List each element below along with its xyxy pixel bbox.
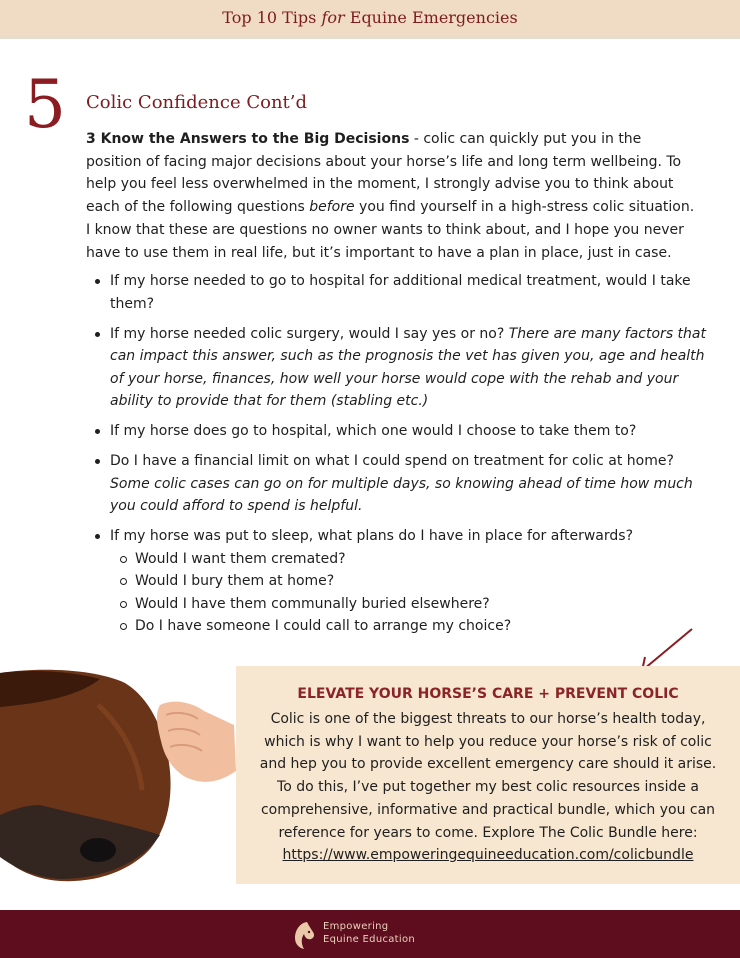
colic-bundle-link[interactable]: https://www.empoweringequineeducation.com/colicbundle	[282, 847, 694, 864]
list-item: If my horse needed colic surgery, would I say yes or no? There are many factors that can impact this answer, such as the prognosis the vet has given you, age and health of your horse, finances, how well your horse would cope with the rehab and your ability to provide that for them (stabling etc.)	[110, 323, 710, 413]
horse-and-hand-image	[0, 665, 240, 885]
sub-list-item: Would I want them cremated?	[135, 548, 710, 571]
sub-list-item: Would I have them communally buried elsewhere?	[135, 593, 710, 616]
footer-logo-text: Empowering Equine Education	[323, 921, 416, 945]
list-item: If my horse does go to hospital, which one would I choose to take them to?	[110, 420, 710, 443]
page-header	[0, 0, 740, 39]
aftercare-options-list	[110, 548, 710, 638]
sub-list-item: Do I have someone I could call to arrange my choice?	[135, 615, 710, 638]
horse-logo-icon	[292, 920, 318, 950]
intro-paragraph: 3 Know the Answers to the Big Decisions - colic can quickly put you in the position of facing major decisions about your horse’s life and long term wellbeing. To help you feel less overwhelmed in the moment, I strongly advise you to think about each of the following questions before you find yourself in a high-stress colic situation. I know that these are questions no owner wants to think about, and I hope you never have to use them in real life, but it’s important to have a plan in place, just in case.	[86, 131, 695, 261]
promo-body: Colic is one of the biggest threats to our horse’s health today, which is why I want to help you reduce your horse’s risk of colic and hep you to provide excellent emergency care should it arise. To do this, I’ve put together my best colic resources inside a comprehensive, informative and practical bundle, which you can reference for years to come. Explore The Colic Bundle here: https://www.empoweringequineeducation.com/colicbundle	[259, 711, 717, 864]
header-title: Top 10 Tips for Equine Emergencies	[222, 8, 518, 27]
colic-bundle-promo	[236, 666, 740, 884]
list-item: If my horse was put to sleep, what plans do I have in place for afterwards? Would I want them cremated? Would I bury them at home? Would I have them communally buried elsewhere? Do I have someone I could call to arrange my choice?	[110, 525, 710, 638]
list-item: Do I have a financial limit on what I could spend on treatment for colic at home? Some colic cases can go on for multiple days, so knowing ahead of time how much you could afford to spend is helpful.	[110, 450, 710, 518]
section-number: 5	[24, 66, 66, 143]
list-item: If my horse needed to go to hospital for additional medical treatment, would I take them?	[110, 270, 710, 315]
page-footer	[0, 910, 740, 958]
promo-title: ELEVATE YOUR HORSE’S CARE + PREVENT COLIC	[297, 686, 679, 702]
section-title: Colic Confidence Cont’d	[86, 92, 308, 113]
sub-list-item: Would I bury them at home?	[135, 570, 710, 593]
intro-heading: 3 Know the Answers to the Big Decisions	[86, 131, 410, 147]
decision-questions-list	[86, 270, 710, 645]
